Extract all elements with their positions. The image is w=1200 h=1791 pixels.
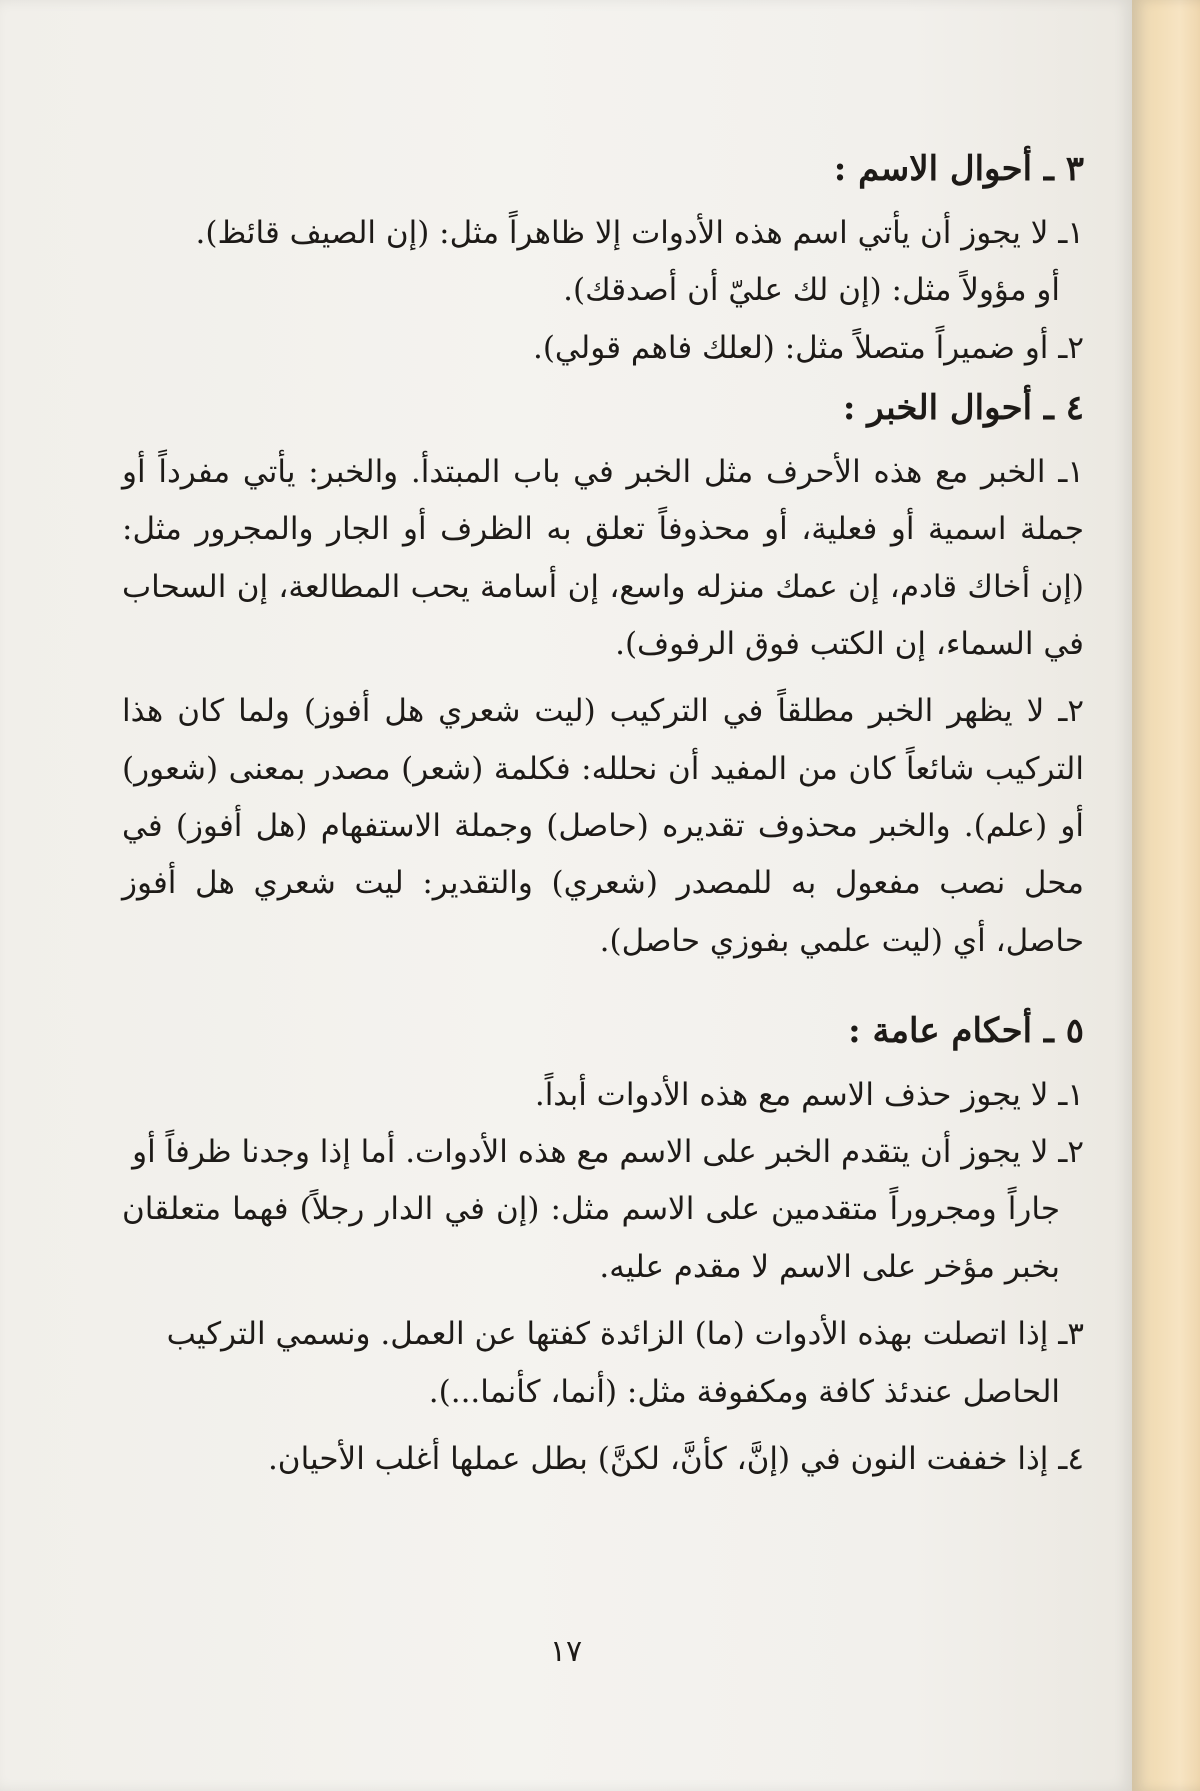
section-5-item-2-rest: جاراً ومجروراً متقدمين على الاسم مثل: (إن في الدار رجلاً) فهما متعلقان بخبر مؤخر على الاسم لا مقدم عليه. xyxy=(122,1191,1060,1285)
page-edge xyxy=(1132,0,1200,1791)
section-5-item-2-line-1: ٢ـ لا يجوز أن يتقدم الخبر على الاسم مع هذه الأدوات. أما إذا وجدنا ظرفاً أو xyxy=(132,1134,1084,1171)
section-3-item-1-line-2: أو مؤولاً مثل: (إن لك عليّ أن أصدقك). xyxy=(563,272,1060,309)
section-gap xyxy=(122,980,1084,1000)
section-5-heading: ٥ ـ أحكام عامة : xyxy=(848,1010,1084,1051)
section-3-heading: ٣ ـ أحوال الاسم : xyxy=(833,149,1084,189)
section-5-item-4: ٤ـ إذا خففت النون في (إنَّ، كأنَّ، لكنَّ) بطل عملها أغلب الأحيان. xyxy=(267,1440,1084,1477)
section-4-item-1: ١ـ الخبر مع هذه الأحرف مثل الخبر في باب المبتدأ. والخبر: يأتي مفرداً أو جملة اسمية أو فعلية، أو محذوفاً تعلق به الظرف أو الجار والمجرور مثل: (إن أخاك قادم، إن عمك منزله واسع، إن أسامة يحب المطالعة، إن السحاب في السماء، إن الكتب فوق الرفوف). xyxy=(122,453,1084,662)
section-5-item-3-line-1: ٣ـ إذا اتصلت بهذه الأدوات (ما) الزائدة كفتها عن العمل. ونسمي التركيب xyxy=(166,1316,1084,1353)
section-3-item-2: ٢ـ أو ضميراً متصلاً مثل: (لعلك فاهم قولي). xyxy=(532,329,1084,366)
section-5-item-1: ١ـ لا يجوز حذف الاسم مع هذه الأدوات أبداً. xyxy=(534,1076,1084,1113)
section-4-heading: ٤ ـ أحوال الخبر : xyxy=(842,387,1084,428)
section-5-item-3-rest: الحاصل عندئذ كافة ومكفوفة مثل: (أنما، كأنما...). xyxy=(428,1373,1060,1410)
section-3-item-1-line-1: ١ـ لا يجوز أن يأتي اسم هذه الأدوات إلا ظاهراً مثل: (إن الصيف قائظ). xyxy=(195,214,1084,251)
section-4-item-2: ٢ـ لا يظهر الخبر مطلقاً في التركيب (ليت شعري هل أفوز) ولما كان هذا التركيب شائعاً كان من المفيد أن نحلله: فكلمة (شعر) مصدر بمعنى (شعور) أو (علم). والخبر محذوف تقديره (حاصل) وجملة الاستفهام (هل أفوز) في محل نصب مفعول به للمصدر (شعري) والتقدير: ليت شعري هل أفوز حاصل، أي (ليت علمي بفوزي حاصل). xyxy=(122,693,1084,959)
page-text xyxy=(122,138,1084,1488)
page-number: ١٧ xyxy=(549,1634,583,1669)
